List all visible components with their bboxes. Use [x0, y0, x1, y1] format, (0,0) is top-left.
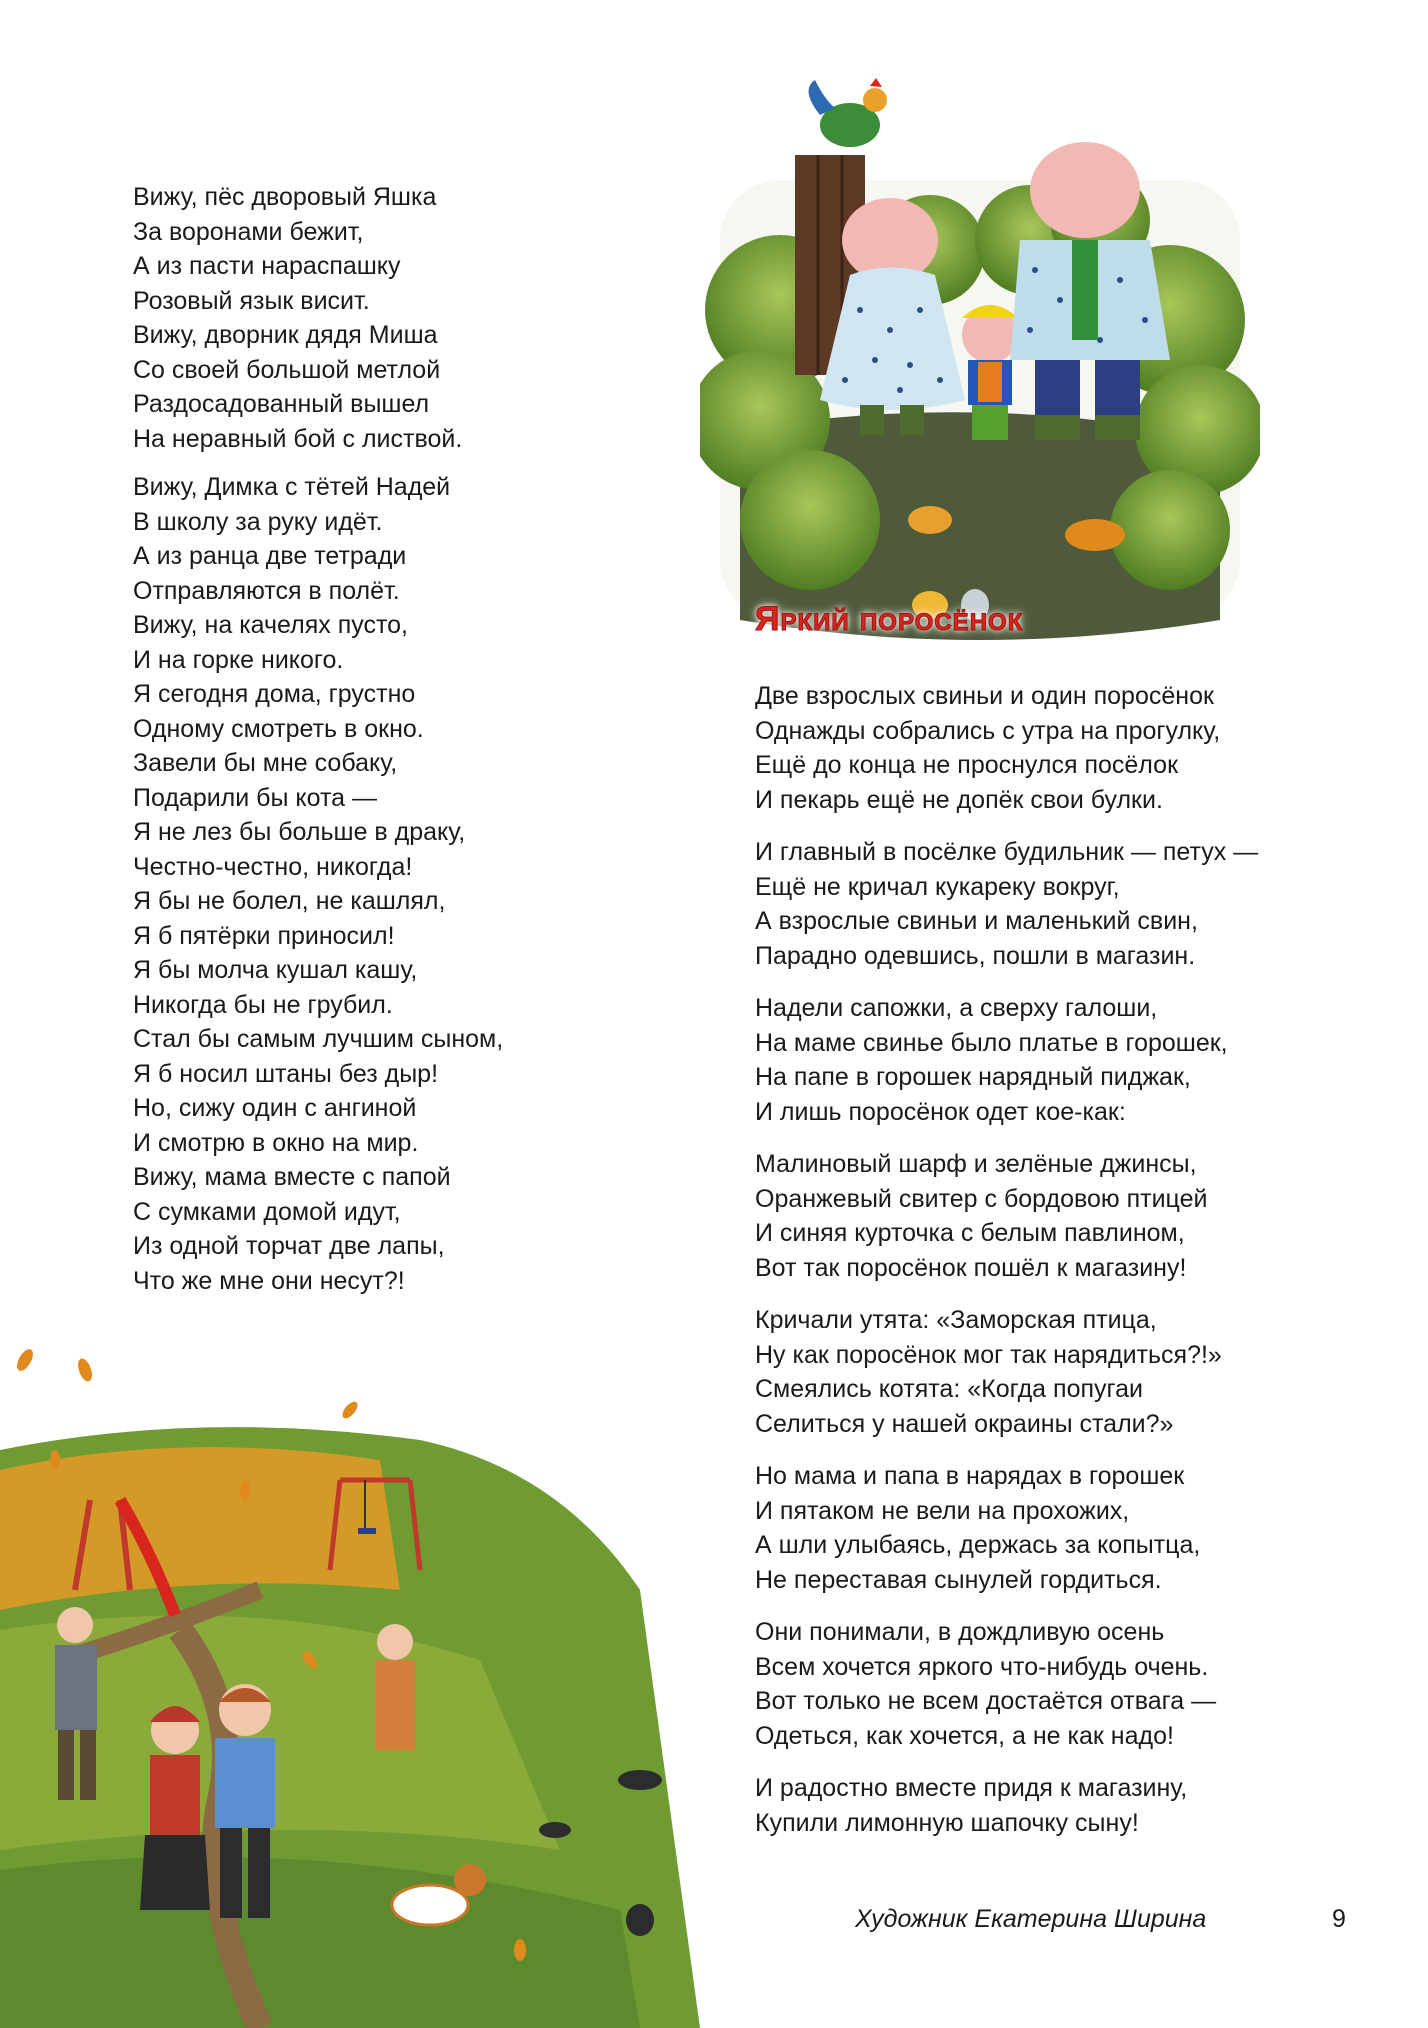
- poem-line: Ну как поросёнок мог так нарядиться?!»: [755, 1340, 1222, 1369]
- poem-line: Из одной торчат две лапы,: [133, 1232, 445, 1260]
- poem-line: Малиновый шарф и зелёные джинсы,: [755, 1150, 1197, 1178]
- poem-line: Отправляются в полёт.: [133, 576, 400, 605]
- left-stanza: [133, 470, 653, 1298]
- poem-line: И лишь поросёнок одет кое-как:: [755, 1097, 1126, 1126]
- poem-line: А взрослые свиньи и маленький свин,: [755, 907, 1198, 935]
- poem-line: Завели бы мне собаку,: [133, 749, 398, 777]
- poem-line: Я бы молча кушал кашу,: [133, 956, 418, 984]
- page-number: 9: [1332, 1905, 1346, 1933]
- rooster-icon: [809, 78, 887, 147]
- poem-line: Честно-честно, никогда!: [133, 852, 413, 881]
- poem-line: Вот так поросёнок пошёл к магазину!: [755, 1253, 1187, 1282]
- poem-line: Вижу, Димка с тётей Надей: [133, 473, 451, 501]
- poem-line: На папе в горошек нарядный пиджак,: [755, 1063, 1191, 1091]
- poem-line: И синяя курточка с белым павлином,: [755, 1219, 1185, 1247]
- grandmother-figure: [375, 1624, 415, 1750]
- poem-line: А из пасти нараспашку: [133, 252, 401, 280]
- poem-line: Я не лез бы больше в драку,: [133, 818, 466, 846]
- poem-line: Всем хочется яркого что-нибудь очень.: [755, 1652, 1209, 1681]
- poem-line: За воронами бежит,: [133, 217, 364, 246]
- poem-line: Розовый язык висит.: [133, 286, 370, 315]
- poem-line: И радостно вместе придя к магазину,: [755, 1774, 1188, 1802]
- right-stanza: [755, 1303, 1355, 1441]
- poem-line: Селиться у нашей окраины стали?»: [755, 1409, 1174, 1438]
- poem-line: В школу за руку идёт.: [133, 507, 383, 536]
- poem-line: Одному смотреть в окно.: [133, 714, 424, 743]
- poem-line: Никогда бы не грубил.: [133, 990, 393, 1019]
- poem-line: И главный в посёлке будильник — петух —: [755, 838, 1259, 866]
- poem-line: Подарили бы кота —: [133, 783, 378, 812]
- poem-line: Я сегодня дома, грустно: [133, 680, 416, 708]
- poem-line: Стал бы самым лучшим сыном,: [133, 1025, 504, 1053]
- poem-line: Вижу, на качелях пусто,: [133, 611, 408, 639]
- poem-line: Надели сапожки, а сверху галоши,: [755, 994, 1158, 1022]
- poem-line: Они понимали, в дождливую осень: [755, 1618, 1165, 1646]
- poem-line: Со своей большой метлой: [133, 355, 441, 384]
- poem-line: Купили лимонную шапочку сыну!: [755, 1808, 1139, 1837]
- poem-line: На маме свинье было платье в горошек,: [755, 1028, 1228, 1057]
- poem-line: Оранжевый свитер с бордовою птицей: [755, 1184, 1208, 1213]
- left-stanza: [133, 180, 653, 456]
- poem-line: Но мама и папа в нарядах в горошек: [755, 1462, 1185, 1490]
- left-poem: [133, 180, 653, 1312]
- poem-line: Ещё не кричал кукареку вокруг,: [755, 872, 1120, 901]
- artist-credit: Художник Екатерина Ширина: [855, 1905, 1207, 1933]
- poem-line: А шли улыбаясь, держась за копытца,: [755, 1531, 1201, 1559]
- poem-line: Я б пятёрки приносил!: [133, 921, 395, 950]
- poem-line: С сумками домой идут,: [133, 1197, 401, 1226]
- right-stanza: [755, 1147, 1355, 1285]
- poem-line: Парадно одевшись, пошли в магазин.: [755, 941, 1196, 970]
- poem-line: Вот только не всем достаётся отвага —: [755, 1687, 1217, 1715]
- poem-line: Но, сижу один с ангиной: [133, 1094, 417, 1122]
- poem-line: И пекарь ещё не допёк свои булки.: [755, 785, 1163, 814]
- poem-line: И на горке никого.: [133, 645, 344, 674]
- poem-line: Раздосадованный вышел: [133, 390, 430, 418]
- poem-line: Вижу, дворник дядя Миша: [133, 321, 438, 349]
- right-stanza: [755, 679, 1355, 817]
- poem-line: Я б носил штаны без дыр!: [133, 1059, 439, 1088]
- poem-title: Яркий поросёнок: [755, 600, 1024, 638]
- poem-line: А из ранца две тетради: [133, 542, 407, 570]
- poem-line: Я бы не болел, не кашлял,: [133, 887, 446, 915]
- poem-line: Смеялись котята: «Когда попугаи: [755, 1375, 1143, 1403]
- poem-line: Ещё до конца не проснулся посёлок: [755, 751, 1179, 779]
- poem-line: Кричали утята: «Заморская птица,: [755, 1306, 1157, 1334]
- poem-line: И смотрю в окно на мир.: [133, 1128, 419, 1157]
- pig-family-illustration: [700, 60, 1260, 660]
- poem-line: На неравный бой с листвой.: [133, 424, 463, 453]
- poem-line: И пятаком не вели на прохожих,: [755, 1496, 1130, 1525]
- poem-line: Однажды собрались с утра на прогулку,: [755, 716, 1221, 745]
- poem-line: Вижу, пёс дворовый Яшка: [133, 183, 437, 211]
- poem-line: Что же мне они несут?!: [133, 1266, 405, 1295]
- right-stanza: [755, 1459, 1355, 1597]
- right-stanza: [755, 991, 1355, 1129]
- poem-line: Вижу, мама вместе с папой: [133, 1163, 451, 1191]
- autumn-park-illustration: [0, 1330, 740, 2028]
- right-stanza: [755, 835, 1355, 973]
- right-stanza: [755, 1771, 1355, 1840]
- poem-line: Одеться, как хочется, а не как надо!: [755, 1721, 1174, 1750]
- right-stanza: [755, 1615, 1355, 1753]
- poem-line: Не переставая сынулей гордиться.: [755, 1565, 1162, 1594]
- right-poem: [755, 679, 1355, 1858]
- poem-line: Две взрослых свиньи и один поросёнок: [755, 682, 1214, 710]
